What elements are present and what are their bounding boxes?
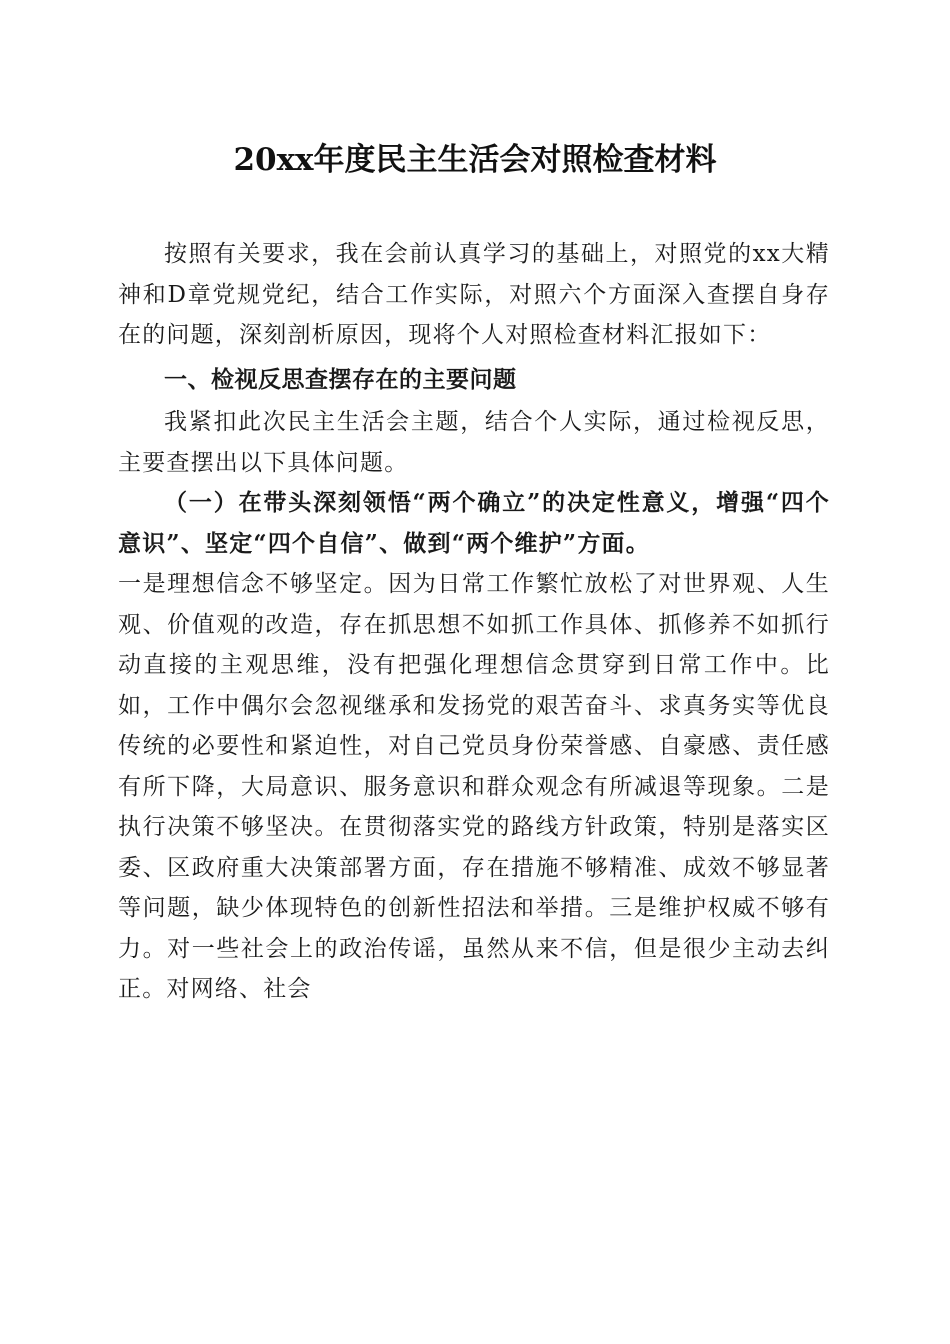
intro-paragraph: 按照有关要求，我在会前认真学习的基础上，对照党的xx大精神和D章党规党纪，结合工作实际，对照六个方面深入查摆自身存在的问题，深刻剖析原因，现将个人对照检查材料汇报如下： bbox=[118, 241, 830, 348]
section-heading-1: 一、检视反思查摆存在的主要问题 bbox=[164, 366, 517, 393]
document-title: 20xx年度民主生活会对照检查材料 bbox=[233, 142, 717, 178]
section-intro-paragraph: 我紧扣此次民主生活会主题，结合个人实际，通过检视反思，主要查摆出以下具体问题。 bbox=[118, 409, 830, 476]
body-paragraph: 一是理想信念不够坚定。因为日常工作繁忙放松了对世界观、人生观、价值观的改造，存在抓思想不如抓工作具体、抓修养不如抓行动直接的主观思维，没有把强化理想信念贯穿到日常工作中。比如，工作中偶尔会忽视继承和发扬党的艰苦奋斗、求真务实等优良传统的必要性和紧迫性，对自己党员身份荣誉感、自豪感、责任感有所下降，大局意识、服务意识和群众观念有所减退等现象。二是执行决策不够坚决。在贯彻落实党的路线方针政策，特别是落实区委、区政府重大决策部署方面，存在措施不够精准、成效不够显著等问题，缺少体现特色的创新性招法和举措。三是维护权威不够有力。对一些社会上的政治传谣，虽然从来不信，但是很少主动去纠正。对网络、社会 bbox=[118, 571, 830, 1002]
subsection-heading-1: （一）在带头深刻领悟“两个确立”的决定性意义，增强“四个意识”、坚定“四个自信”、做到“两个维护”方面。 bbox=[118, 489, 830, 557]
document-body bbox=[118, 234, 830, 1010]
